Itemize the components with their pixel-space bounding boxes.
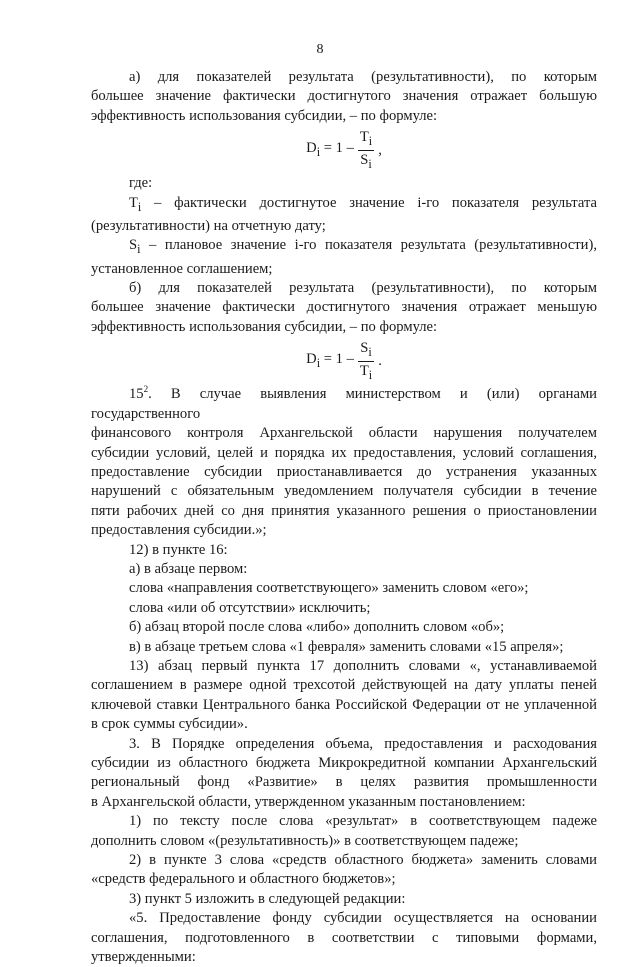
paragraph: б) для показателей результата (результативности), по которым (129, 280, 597, 297)
list-item: слова «направления соответствующего» заменить словом «его»; (129, 580, 529, 597)
formula-fraction (358, 339, 374, 384)
paragraph-line: утвержденными: (91, 949, 196, 966)
fraction-denominator: S (360, 152, 369, 169)
paragraph: 2) в пункте 3 слова «средств областного бюджета» заменить словами (129, 852, 597, 869)
paragraph-line: предоставление субсидии приостанавливается до устранения указанных (91, 463, 597, 480)
text: – плановое значение i-го показателя результата (результативности), (140, 237, 597, 254)
paragraph-line: установленное соглашением; (91, 260, 273, 277)
list-item: слова «или об отсутствии» исключить; (129, 599, 371, 616)
paragraph: «5. Предоставление фонду субсидии осуществляется на основании (129, 910, 597, 927)
paragraph-line: в срок суммы субсидии». (91, 716, 248, 733)
list-item: а) в абзаце первом: (129, 560, 248, 577)
paragraph-line: эффективность использования субсидии, – по формуле: (91, 318, 438, 335)
formula-subscript: i (316, 355, 321, 370)
document-body (91, 68, 597, 967)
fraction-denominator: T (359, 363, 369, 380)
formula-1 (91, 128, 597, 170)
paragraph-line: большее значение фактически достигнутого значения отражает большую (91, 88, 597, 105)
denominator-subscript: i (368, 368, 373, 383)
paragraph-line: (результативности) на отчетную дату; (91, 217, 326, 234)
paragraph-line: предоставления субсидии.»; (91, 522, 267, 539)
list-item: б) абзац второй после слова «либо» дополнить словом «об»; (129, 619, 505, 636)
paragraph-line: субсидии из областного бюджета Микрокредитной компании Архангельский (91, 755, 597, 771)
numerator-subscript: i (368, 134, 373, 149)
where-label: где: (129, 175, 153, 192)
paragraph: 3. В Порядке определения объема, предоставления и расходования (129, 735, 597, 752)
numerator-subscript: i (368, 345, 372, 360)
item-number: 15 (129, 386, 144, 403)
paragraph-line: финансового контроля Архангельской области нарушения получателем (91, 425, 597, 442)
page-number: 8 (316, 42, 324, 57)
formula-symbol: D (306, 351, 317, 368)
formula-symbol: D (306, 139, 317, 156)
paragraph-line: нарушений с обязательным уведомлением получателя субсидии в течение (91, 483, 597, 500)
paragraph (91, 236, 597, 259)
fraction-numerator: S (360, 340, 369, 357)
list-item: 12) в пункте 16: (129, 541, 228, 558)
paragraph-line: субсидии условий, целей и порядка их предоставления, условий соглашения, (91, 444, 597, 461)
formula-2 (91, 339, 597, 381)
formula-operator: = 1 – (320, 139, 354, 156)
symbol: S (129, 237, 138, 254)
paragraph (91, 385, 597, 424)
symbol: T (129, 194, 138, 211)
paragraph-line: региональный фонд «Развитие» в целях развития промышленности (91, 774, 597, 791)
paragraph: 1) по тексту после слова «результат» в соответствующем падеже (129, 813, 597, 830)
item-superscript: 2 (143, 384, 149, 395)
paragraph-line: пяти рабочих дней со дня принятия указанного решения о приостановлении (91, 502, 597, 519)
paragraph-line: в Архангельской области, утвержденном указанным постановлением: (91, 793, 526, 810)
formula-fraction (358, 128, 374, 173)
formula-punctuation: , (378, 141, 382, 158)
paragraph-line: «средств федерального и областного бюджетов»; (91, 871, 396, 888)
formula-punctuation: . (378, 352, 382, 369)
fraction-numerator: T (359, 129, 369, 146)
list-item: в) в абзаце третьем слова «1 февраля» заменить словами «15 апреля»; (129, 638, 564, 655)
paragraph: 13) абзац первый пункта 17 дополнить словами «, устанавливаемой (129, 657, 597, 674)
paragraph-line: соглашения, подготовленного в соответствии с типовыми формами, (91, 929, 597, 946)
subscript: i (137, 199, 142, 214)
paragraph-line: большее значение фактически достигнутого значения отражает меньшую (91, 299, 597, 316)
paragraph-line: эффективность использования субсидии, – по формуле: (91, 107, 438, 124)
paragraph-line: ключевой ставки Центрального банка Российской Федерации от не уплаченной (91, 696, 597, 713)
paragraph-line: соглашением в размере одной трехсотой действующей на дату уплаты пеней (91, 677, 597, 694)
formula-operator: = 1 – (320, 351, 354, 368)
paragraph-line: дополнить словом «(результативность)» в соответствующем падеже; (91, 832, 519, 849)
list-item: 3) пункт 5 изложить в следующей редакции: (129, 890, 406, 907)
paragraph (91, 194, 597, 217)
subscript: i (137, 242, 141, 257)
formula-subscript: i (316, 144, 321, 159)
text: – фактически достигнутое значение i-го показателя результата (141, 194, 597, 211)
text: . В случае выявления министерством и (или) органами государственного (91, 386, 597, 422)
paragraph: а) для показателей результата (результативности), по которым (129, 69, 597, 85)
denominator-subscript: i (368, 157, 372, 172)
